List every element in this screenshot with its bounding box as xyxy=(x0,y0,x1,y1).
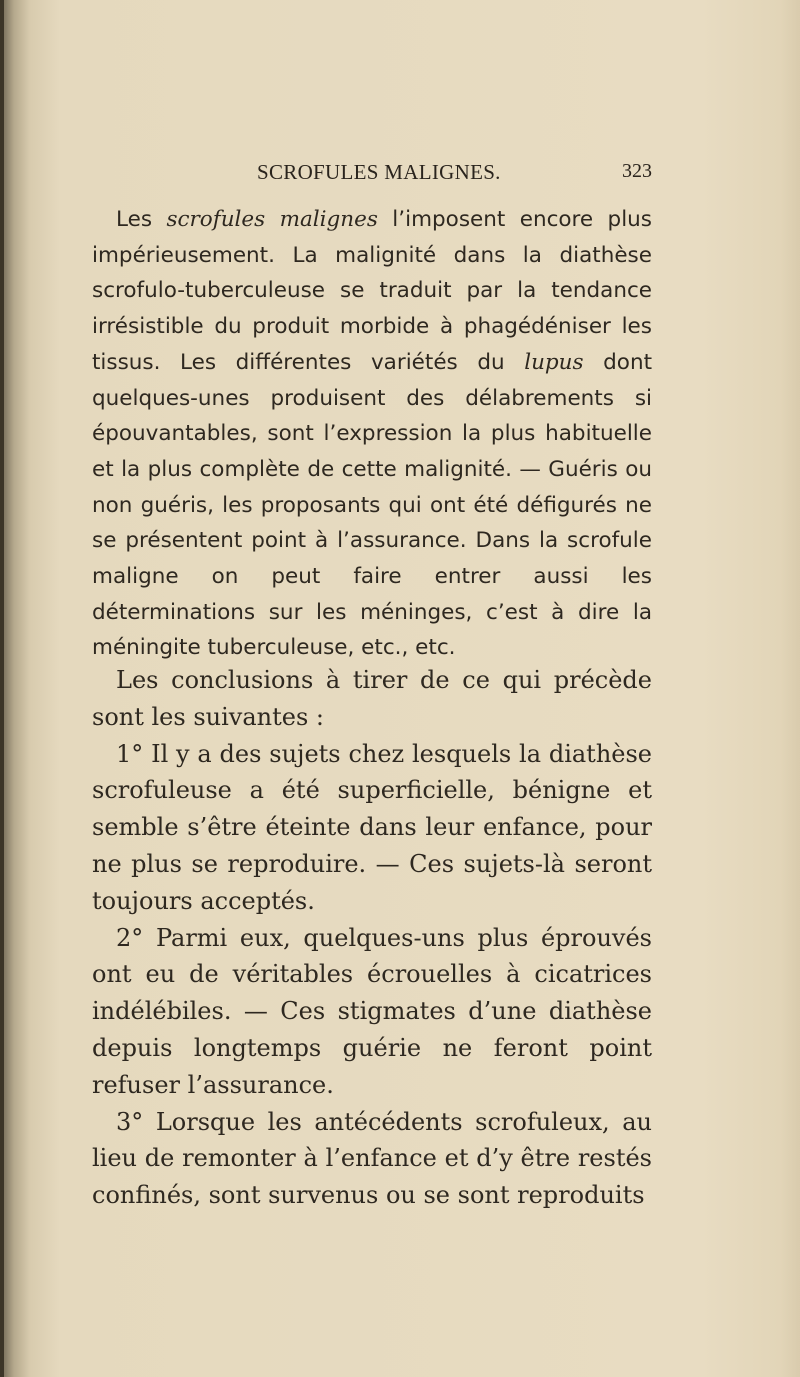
paragraph-scrofules-malignes xyxy=(92,202,652,666)
page-number: 323 xyxy=(622,160,652,182)
paragraph-text-middle: l’imposent encore plus impérieusement. La malignité dans la diathèse scrofulo-tuberculeuse se traduit par la tendance irrésistible du produit morbide à phagédéniser les tissus. Les différentes variétés du xyxy=(92,207,652,375)
paragraph-text-end: dont quelques-unes produisent des délabrements si épouvantables, sont l’expression la plus habituelle et la plus complète de cette malignité. — Guéris ou non guéris, les proposants qui ont été défigurés ne se présentent point à l’assurance. Dans la scrofule maligne on peut faire entrer aussi les déterminations sur les méninges, c’est à dire la méningite tuberculeuse, etc., etc. xyxy=(92,349,652,661)
conclusion-item-3: 3° Lorsque les antécédents scrofuleux, au lieu de remonter à l’enfance et d’y être restés confinés, sont survenus ou se sont reproduits xyxy=(92,1107,652,1210)
first-paragraph-block xyxy=(92,202,652,666)
running-title: SCROFULES MALIGNES. xyxy=(257,160,501,184)
conclusions-intro: Les conclusions à tirer de ce qui précède sont les suivantes : xyxy=(92,666,652,731)
page-header xyxy=(92,160,652,192)
conclusions-block xyxy=(92,662,652,1214)
italic-term-lupus: lupus xyxy=(524,349,584,375)
conclusion-item-2: 2° Parmi eux, quelques-uns plus éprouvés ont eu de véritables écrouelles à cicatrices indélébiles. — Ces stigmates d’une diathèse depuis longtemps guérie ne feront point refuser l’assurance. xyxy=(92,923,652,1099)
conclusion-item-1: 1° Il y a des sujets chez lesquels la diathèse scrofuleuse a été superficielle, bénigne et semble s’être éteinte dans leur enfance, pour ne plus se reproduire. — Ces sujets-là seront toujours acceptés. xyxy=(92,739,652,915)
book-spine-edge xyxy=(0,0,4,1377)
italic-term-scrofules: scrofules malignes xyxy=(166,207,378,232)
paragraph-text-start: Les xyxy=(116,207,167,232)
